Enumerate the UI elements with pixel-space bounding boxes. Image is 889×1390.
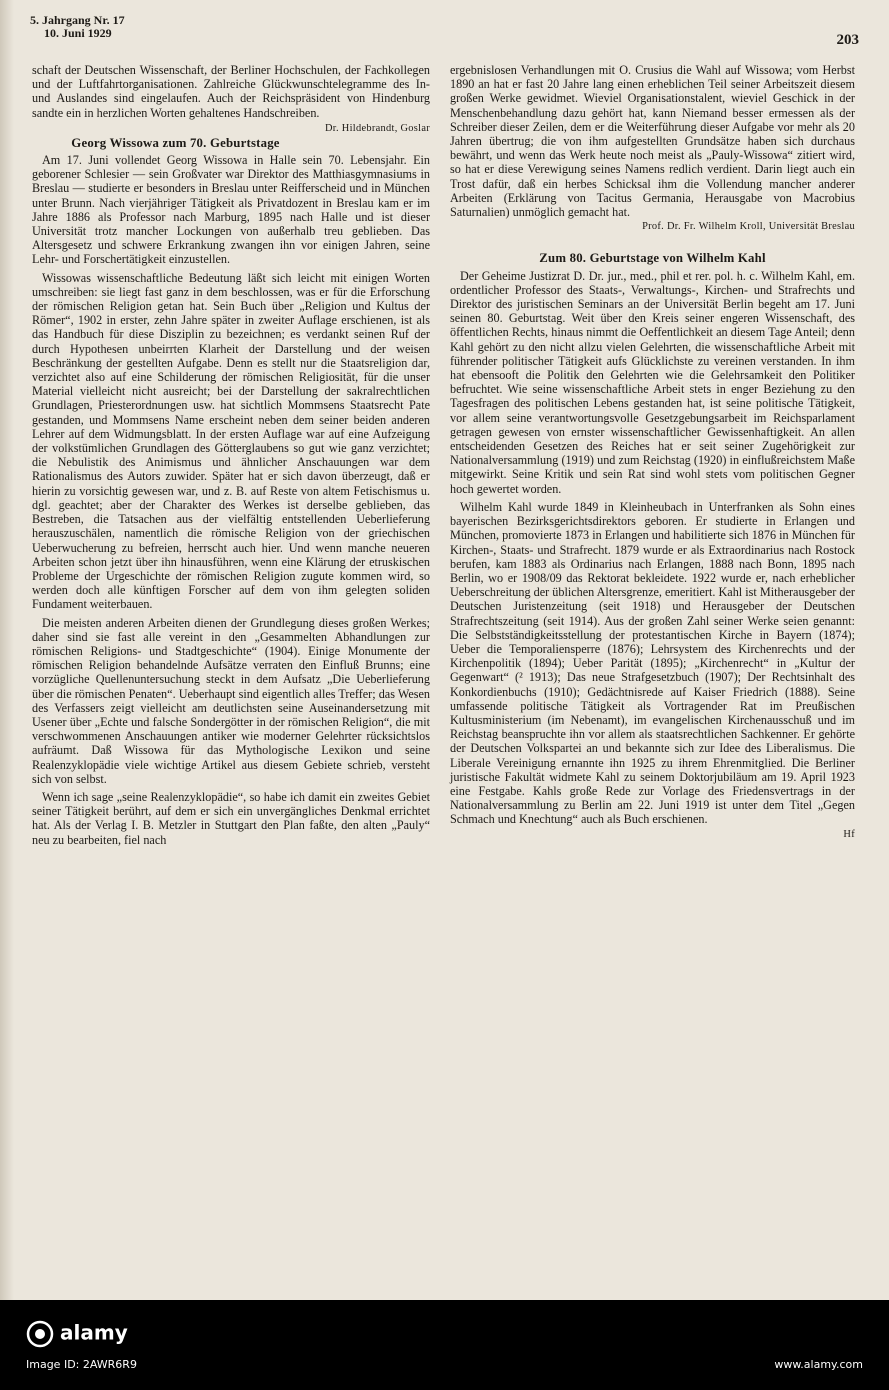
brand-name: alamy <box>60 1320 128 1345</box>
left-column <box>32 63 430 847</box>
continuation-text: ergebnislosen Verhandlungen mit O. Crusius die Wahl auf Wissowa; vom Herbst 1890 an hat er fast 20 Jahre lang einen erheblichen Teil seiner Arbeitszeit diesem großen Werke gewidmet. Wieviel Organisationstalent, wieviel Geschick in der Menschenbehandlung dazu gehört hat, kann Niemand besser ermessen als der Schreiber dieser Zeilen, dem er die Weiterführung dieser Aufgabe vor mehr als 20 Jahren übertrug; die von ihm aufgestellten Grundsätze haben sich durchaus bewährt, und wenn das Werk heute noch meist als „Pauly-Wissowa“ zitiert wird, so hat er diese Verewigung seines Namens redlich verdient. Darin liegt auch ein Trost dafür, daß ein herbes Schicksal ihm die Vollendung mancher anderer Arbeiten (Erklärung von Tacitus Germania, Herausgabe von Macrobius Saturnalien) unmöglich gemacht hat. <box>450 63 855 220</box>
brand-logo <box>26 1320 128 1348</box>
article-title-kahl: Zum 80. Geburtstage von Wilhelm Kahl <box>539 251 766 266</box>
kahl-paragraph: Der Geheime Justizrat D. Dr. jur., med., phil et rer. pol. h. c. Wilhelm Kahl, em. ordentlicher Professor des Staats-, Verwaltungs-, Kirchen- und Strafrechts und Direktor des juristischen Seminars an der Universität Berlin begeht am 17. Juni seinen 80. Geburtstag. Weit über den Kreis seiner engeren Wissenschaft, des öffentlichen Rechts, hinaus nimmt die Oeffentlichkeit an diesem Tage Anteil; denn Kahl gehört zu den nicht allzu vielen Gelehrten, die wissenschaftliche Arbeit mit führender politischer Tätigkeit aufs Glücklichste zu vereinen verstanden. In ihm hat ebensooft die Politik den Gelehrten wie die Gelehrsamkeit den Politiker befruchtet. Wie seine wissenschaftliche Arbeit stets in enger Beziehung zu den Tagesfragen des politischen Lebens gestanden hat, ist seine politische Tätigkeit, vor allem seine verantwortungsvolle Gesetzgebungsarbeit im Reichsparlament getragen gewesen von ernster wissenschaftlicher Gewissenhaftigkeit. An allen entscheidenden Gesetzen des Reiches hat er seit seiner Zugehörigkeit zur Nationalversammlung (1919) und zum Reichstag (1920) in einflußreichstem Maße mitgewirkt. Seine Kritik und sein Rat sind wohl stets vom politischen Gegner hoch gewertet worden. <box>450 268 855 496</box>
page-number: 203 <box>836 32 859 48</box>
wissowa-paragraph: Die meisten anderen Arbeiten dienen der Grundlegung dieses großen Werkes; daher sind sie fast alle vereint in den „Gesammelten Abhandlungen zur römischen Religions- und Stadtgeschichte“ (1904). Einige Monumente der römischen Religion behandelnde Aufsätze verraten den Einfluß Brunns; eine vorzügliche Quellenuntersuchung steckt in dem Aufsatz „Die Ueberlieferung über die römischen Penaten“. Ueberhaupt sind eigentlich alles Treffer; das Wesen des Verfassers zeigt vielleicht am deutlichsten seine Auseinandersetzung mit Usener über „Echte und falsche Sondergötter in der römischen Religion“, die mit verschwommenen Anschauungen antiker wie moderner Gelehrter rücksichtslos aufräumt. Daß Wissowa für das Mythologische Lexikon und seine Realenzyklopädie viele wichtige Artikel aus diesem Gebiete schrieb, versteht sich von selbst. <box>32 615 430 786</box>
wissowa-paragraph: Wissowas wissenschaftliche Bedeutung läßt sich leicht mit einigen Worten umschreiben: sie liegt fast ganz in dem beschlossen, was er für die Erforschung der römischen Religion getan hat. Sein Buch über „Religion und Kultus der Römer“, 1902 in erster, zehn Jahre später in zweiter Auflage erschienen, ist als das Handbuch für diese Disziplin zu bezeichnen; es verdankt seinen Ruf der durch Hypothesen unbeirrten Klarheit der Darstellung und der weisen Beschränkung der gestellten Aufgabe. Denn es stellt nur die Staatsreligion dar, verzichtet also auf eine Schilderung der römischen Religiosität, für die unser Material vielleicht nicht ausreicht; bei der Darstellung der sakralrechtlichen Grundlagen, Priesterordnungen usw. hat sichtlich Mommsens Staatsrecht Pate gestanden, und Mommsens Name erscheint neben dem seiner beiden anderen Lehrer auf dem Widmungsblatt. In der ersten Auflage war auf eine Aufzeigung der volkstümlichen Grundlagen des Götterglaubens so gut wie ganz verzichtet; die Nebulistik des Animismus und ähnlicher Anschauungen war dem Rationalismus des Autors zuwider. Später hat er sich davon überzeugt, daß er hierin zu vorsichtig gewesen war, und z. B. auf Reste von altem Fetischismus u. dgl. geachtet; aber der Charakter des Werkes ist derselbe geblieben, das Bestreben, die Tatsachen aus der vielfältig entstellenden Ueberlieferung herauszuschälen, namentlich die römische Religion von der griechischen Ueberwucherung zu befreien, herrscht auch hier. Und wenn manche neueren Arbeiten schon jetzt über ihn hinausführen, wenn eine Klärung der etruskischen Probleme der Urgeschichte der römischen Religion zugute kommen wird, so werden doch alle künftigen Forscher auf dem von ihm gelegten soliden Fundament weiterbauen. <box>32 270 430 612</box>
watermark-strip <box>0 1300 889 1390</box>
kahl-signature: Hf <box>843 828 855 840</box>
article-title-wissowa: Georg Wissowa zum 70. Geburtstage <box>71 135 280 150</box>
stock-url: www.alamy.com <box>774 1358 863 1371</box>
continuation-signature: Prof. Dr. Fr. Wilhelm Kroll, Universität Breslau <box>642 221 855 233</box>
alamy-logo-icon <box>26 1320 54 1348</box>
issue-line-volume: 5. Jahrgang Nr. 17 <box>30 13 125 27</box>
wissowa-paragraph: Am 17. Juni vollendet Georg Wissowa in Halle sein 70. Lebensjahr. Ein geborener Schlesier — sein Großvater war Direktor des Matthiasgymnasiums in Breslau — studierte er besonders in Breslau unter Reifferscheid und in München unter Brunn. Nach vierjähriger Tätigkeit als Privatdozent in Breslau kam er im Jahre 1886 als Professor nach Marburg, 1895 nach Halle und ist dieser Universität trotz mancher Lockungen von außerhalb treu geblieben. Das Altersgesetz und schwere Erkrankung zwangen ihn vor einigen Jahren, seine Lehr- und Forschertätigkeit einzustellen. <box>32 153 430 267</box>
wissowa-paragraph: Wenn ich sage „seine Realenzyklopädie“, so habe ich damit ein zweites Gebiet seiner Tätigkeit berührt, auf dem er sich ein unvergängliches Denkmal errichtet hat. Als der Verlag I. B. Metzler in Stuttgart den Plan faßte, den alten „Pauly“ neu zu bearbeiten, fiel nach <box>32 789 430 847</box>
intro-text <box>32 63 430 134</box>
image-id: Image ID: 2AWR6R9 <box>26 1358 137 1371</box>
kahl-paragraph: Wilhelm Kahl wurde 1849 in Kleinheubach in Unterfranken als Sohn eines bayerischen Bezirksgerichtsdirektors geboren. Er studierte in Erlangen und München, promovierte 1873 in Erlangen und habilitierte sich 1876 in München für Kirchen-, Staats- und Strafrecht. 1879 wurde er als Extraordinarius nach Rostock berufen, kam 1883 als Ordinarius nach Erlangen, 1888 nach Bonn, 1895 nach Berlin, wo er 1908/09 das Rektorat bekleidete. 1922 wurde er, nach erheblicher Ueberschreitung der üblichen Altersgrenze, emeritiert. Kahl ist Mitherausgeber der Deutschen Juristenzeitung (seit 1918) und Herausgeber der Deutschen Strafrechtszeitung (seit 1914). Aus der großen Zahl seiner Werke seien genannt: Die Selbstständigkeitsstellung der protestantischen Kirche in Bayern (1874); Ueber die Temporaliensperre (1876); Lehrsystem des Kirchenrechts und der Kirchenpolitik (1894); Ueber Parität (1895); „Kirchenrecht“ in „Kultur der Gegenwart“ (² 1913); Das neue Strafgesetzbuch (1907); Der Rechtsinhalt des Konkordienbuchs (1910); Gedächtnisrede auf Kaiser Friedrich (1888). Seine umfassende politische Tätigkeit als Vortragender Rat im Preußischen Kultusministerium (im Nebenamt), im evangelischen Kirchenausschuß und im Reichstag beanspruchte ihn vor allem als staatsrechtlichen Sachkenner. Er gehörte der Deutschen Volkspartei an und bekannte sich zur Idee des Liberalismus. Die Liberale Vereinigung ernannte ihn 1925 zu ihrem Ehrenmitglied. Die Berliner juristische Fakultät widmete Kahl zu seinem Doktorjubiläum am 19. April 1923 eine Festgabe. Kahls große Rede zur Vorlage des Friedensvertrags in der Nationalversammlung zu Berlin am 22. Juni 1919 ist unter dem Titel „Gegen Schmach und Knechtung“ auch als Buch erschienen. <box>450 499 855 827</box>
issue-line-date: 10. Juni 1929 <box>44 26 112 40</box>
page-edge-shadow <box>0 0 14 1300</box>
page-header <box>30 14 859 48</box>
intro-body: schaft der Deutschen Wissenschaft, der Berliner Hochschulen, der Fachkollegen und der Luftfahrtorganisationen. Zahlreiche Glückwunschtelegramme des In- und Auslandes sind eingelaufen. Auch der Reichspräsident von Hindenburg sandte ein in herzlichen Worten gehaltenes Handschreiben. <box>32 63 430 120</box>
right-column <box>450 63 855 842</box>
intro-signature: Dr. Hildebrandt, Goslar <box>324 122 430 134</box>
